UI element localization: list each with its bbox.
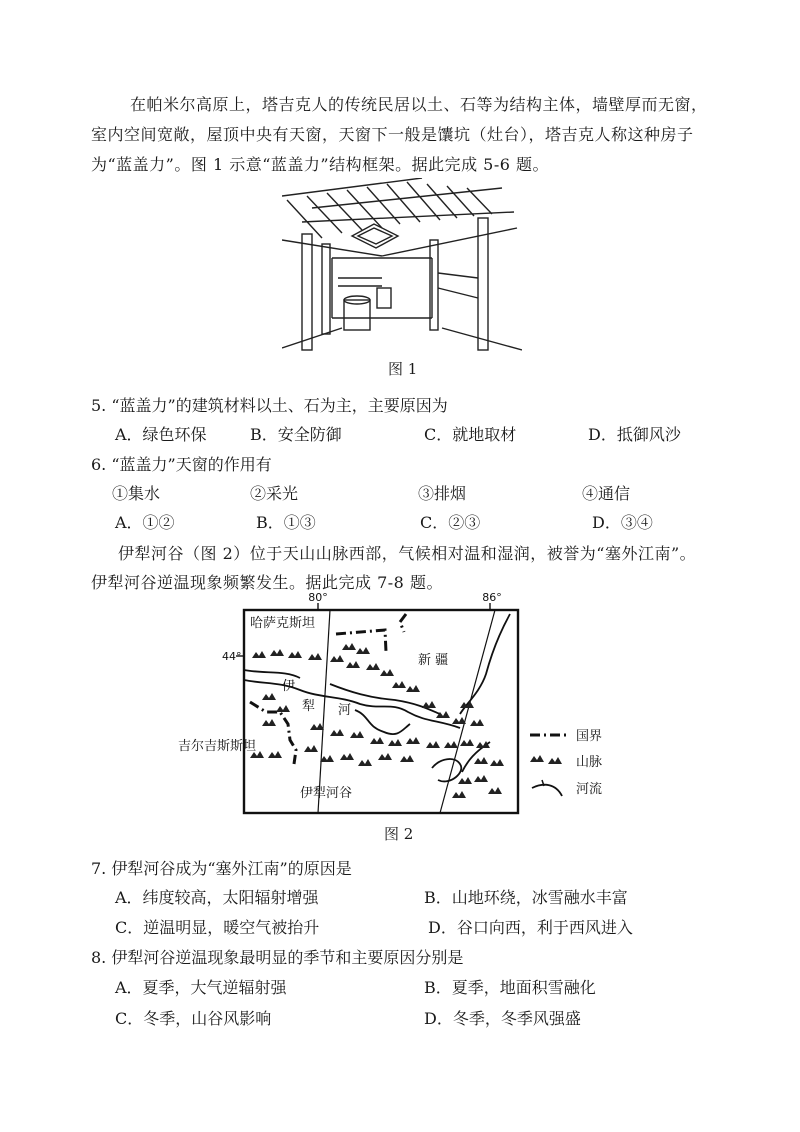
lon-80-label: 80° bbox=[308, 592, 328, 604]
q6-option-a: A．①② bbox=[115, 513, 175, 532]
q6-option-d: D．③④ bbox=[592, 513, 653, 532]
q6-item-4: ④通信 bbox=[582, 484, 631, 503]
q6-option-c: C．②③ bbox=[420, 513, 481, 532]
passage1-line2: 室内空间宽敞，屋顶中央有天窗，天窗下一般是馕坑（灶台），塔吉克人称这种房子 bbox=[91, 125, 694, 144]
q6-item-3: ③排烟 bbox=[418, 484, 467, 503]
q5-option-d: D．抵御风沙 bbox=[588, 425, 681, 444]
legend-river: 河流 bbox=[576, 782, 603, 797]
q8-option-c: C．冬季，山谷风影响 bbox=[115, 1009, 272, 1028]
label-ili-valley: 伊犁河谷 bbox=[300, 786, 353, 801]
figure1-house-sketch bbox=[282, 178, 522, 354]
passage1-line3: 为“蓝盖力”。图 1 示意“蓝盖力”结构框架。据此完成 5-6 题。 bbox=[91, 155, 550, 174]
q7-stem: 7. 伊犁河谷成为“塞外江南”的原因是 bbox=[91, 859, 352, 878]
map-legend bbox=[530, 729, 602, 797]
label-xinjiang: 新 疆 bbox=[418, 653, 449, 668]
passage2-line1: 伊犁河谷（图 2）位于天山山脉西部，气候相对温和湿润，被誉为“塞外江南”。 bbox=[118, 544, 697, 563]
q7-option-b: B．山地环绕，冰雪融水丰富 bbox=[424, 888, 628, 907]
q7-option-c: C．逆温明显，暖空气被抬升 bbox=[115, 918, 320, 937]
passage1-line1: 在帕米尔高原上，塔吉克人的传统民居以土、石等为结构主体，墙壁厚而无窗， bbox=[130, 95, 708, 114]
figure2-caption: 图 2 bbox=[384, 825, 414, 843]
q6-item-2: ②采光 bbox=[250, 484, 299, 503]
q6-stem: 6. “蓝盖力”天窗的作用有 bbox=[91, 455, 272, 474]
lon-86-label: 86° bbox=[482, 592, 502, 604]
lat-44-label: 44° bbox=[222, 650, 242, 663]
q8-stem: 8. 伊犁河谷逆温现象最明显的季节和主要原因分别是 bbox=[91, 948, 464, 967]
label-li: 犁 bbox=[302, 699, 316, 714]
q5-option-c: C．就地取材 bbox=[424, 425, 517, 444]
label-kyrgyzstan: 吉尔吉斯斯坦 bbox=[178, 739, 257, 754]
q8-option-a: A．夏季，大气逆辐射强 bbox=[115, 978, 287, 997]
label-he: 河 bbox=[338, 703, 352, 718]
q5-stem: 5. “蓝盖力”的建筑材料以土、石为主，主要原因为 bbox=[91, 396, 448, 415]
figure2-map bbox=[170, 592, 640, 816]
q5-option-a: A．绿色环保 bbox=[115, 425, 207, 444]
legend-border: 国界 bbox=[576, 729, 603, 744]
q5-option-b: B．安全防御 bbox=[250, 425, 342, 444]
legend-mountain: 山脉 bbox=[576, 755, 603, 770]
q6-option-b: B．①③ bbox=[256, 513, 316, 532]
q7-option-a: A．纬度较高，太阳辐射增强 bbox=[115, 888, 319, 907]
label-yi: 伊 bbox=[282, 679, 296, 694]
figure1-caption: 图 1 bbox=[388, 360, 418, 378]
label-kazakhstan: 哈萨克斯坦 bbox=[250, 616, 316, 631]
passage2-line2: 伊犁河谷逆温现象频繁发生。据此完成 7-8 题。 bbox=[91, 573, 443, 592]
q7-option-d: D．谷口向西，利于西风进入 bbox=[428, 918, 633, 937]
q8-option-b: B．夏季，地面积雪融化 bbox=[424, 978, 596, 997]
q6-item-1: ①集水 bbox=[112, 484, 161, 503]
q8-option-d: D．冬季，冬季风强盛 bbox=[424, 1009, 581, 1028]
